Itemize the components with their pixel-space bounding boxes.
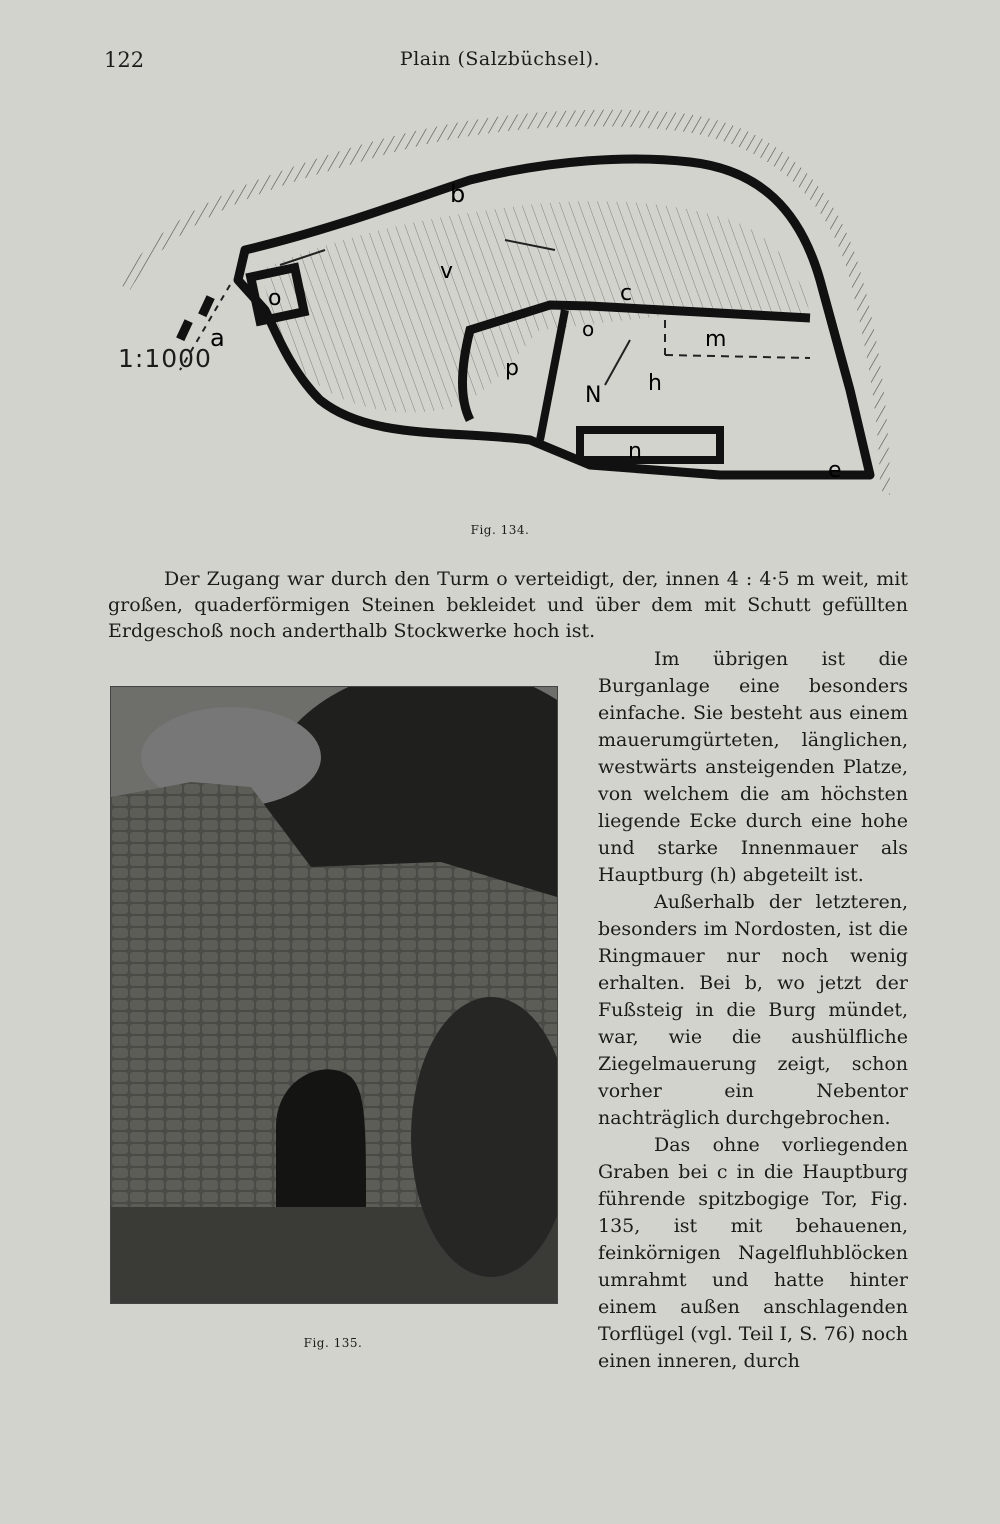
plan-scale: 1:1000	[118, 344, 212, 373]
gate-a-mark-2	[176, 319, 193, 341]
column-paragraph-2: Außerhalb der letzteren, besonders im Nordosten, ist die Ringmauer nur noch wenig erhalten. Bei b, wo jetzt der Fußsteig in die Burg mündet, war, wie die aushülfliche Ziegelmauerung zeigt, schon vorher ein Nebentor nachträglich durchgebrochen.	[598, 891, 908, 1129]
plan-label-a: a	[210, 324, 225, 352]
text-column	[598, 646, 908, 1375]
figure-135-photo	[110, 686, 558, 1304]
paragraph-1: Der Zugang war durch den Turm o verteidigt, der, innen 4 : 4·5 m weit, mit großen, quaderförmigen Steinen bekleidet und über dem mit Schutt gefüllten Erdgeschoß noch anderthalb Stockwerke hoch ist.	[108, 568, 908, 642]
castle-plan-figure	[110, 100, 900, 520]
plan-label-N: N	[585, 383, 602, 408]
plan-label-o-gate: o	[582, 317, 595, 341]
plan-label-p: p	[505, 356, 519, 381]
paragraph-full-width	[108, 566, 908, 644]
building-n	[580, 430, 720, 460]
page-number: 122	[104, 48, 145, 72]
column-paragraph-1: Im übrigen ist die Burganlage eine besonders einfache. Sie besteht aus einem mauerumgürteten, länglichen, westwärts ansteigenden Platze, von welchem die am höchsten liegende Ecke durch eine hohe und starke Innenmauer als Hauptburg (h) abgeteilt ist.	[598, 648, 908, 886]
plan-label-o-tower: o	[268, 286, 282, 311]
plan-label-n: n	[628, 439, 642, 464]
plan-label-c: c	[620, 281, 633, 306]
figure-135-caption: Fig. 135.	[303, 1336, 363, 1350]
column-paragraph-3: Das ohne vorliegenden Graben bei c in die Hauptburg führende spitzbogige Tor, Fig. 135, ist mit behauenen, feinkörnigen Nagelfluhblöcken umrahmt und hatte hinter einem außen anschlagenden Torflügel (vgl. Teil I, S. 76) noch einen inneren, durch	[598, 1134, 908, 1372]
figure-134-caption: Fig. 134.	[470, 523, 530, 537]
arrow-3	[605, 340, 630, 385]
gate-a-mark-1	[198, 295, 215, 317]
plan-label-m: m	[705, 327, 727, 352]
castle-plan-drawing	[110, 100, 900, 520]
plan-label-b: b	[450, 180, 466, 208]
dashed-line-m	[665, 355, 810, 358]
plan-label-v: v	[440, 259, 454, 284]
gate-ruin-photo-illustration	[111, 687, 557, 1303]
running-head: Plain (Salzbüchsel).	[399, 48, 601, 70]
plan-label-e: e	[828, 458, 842, 483]
plan-label-h: h	[648, 371, 662, 396]
